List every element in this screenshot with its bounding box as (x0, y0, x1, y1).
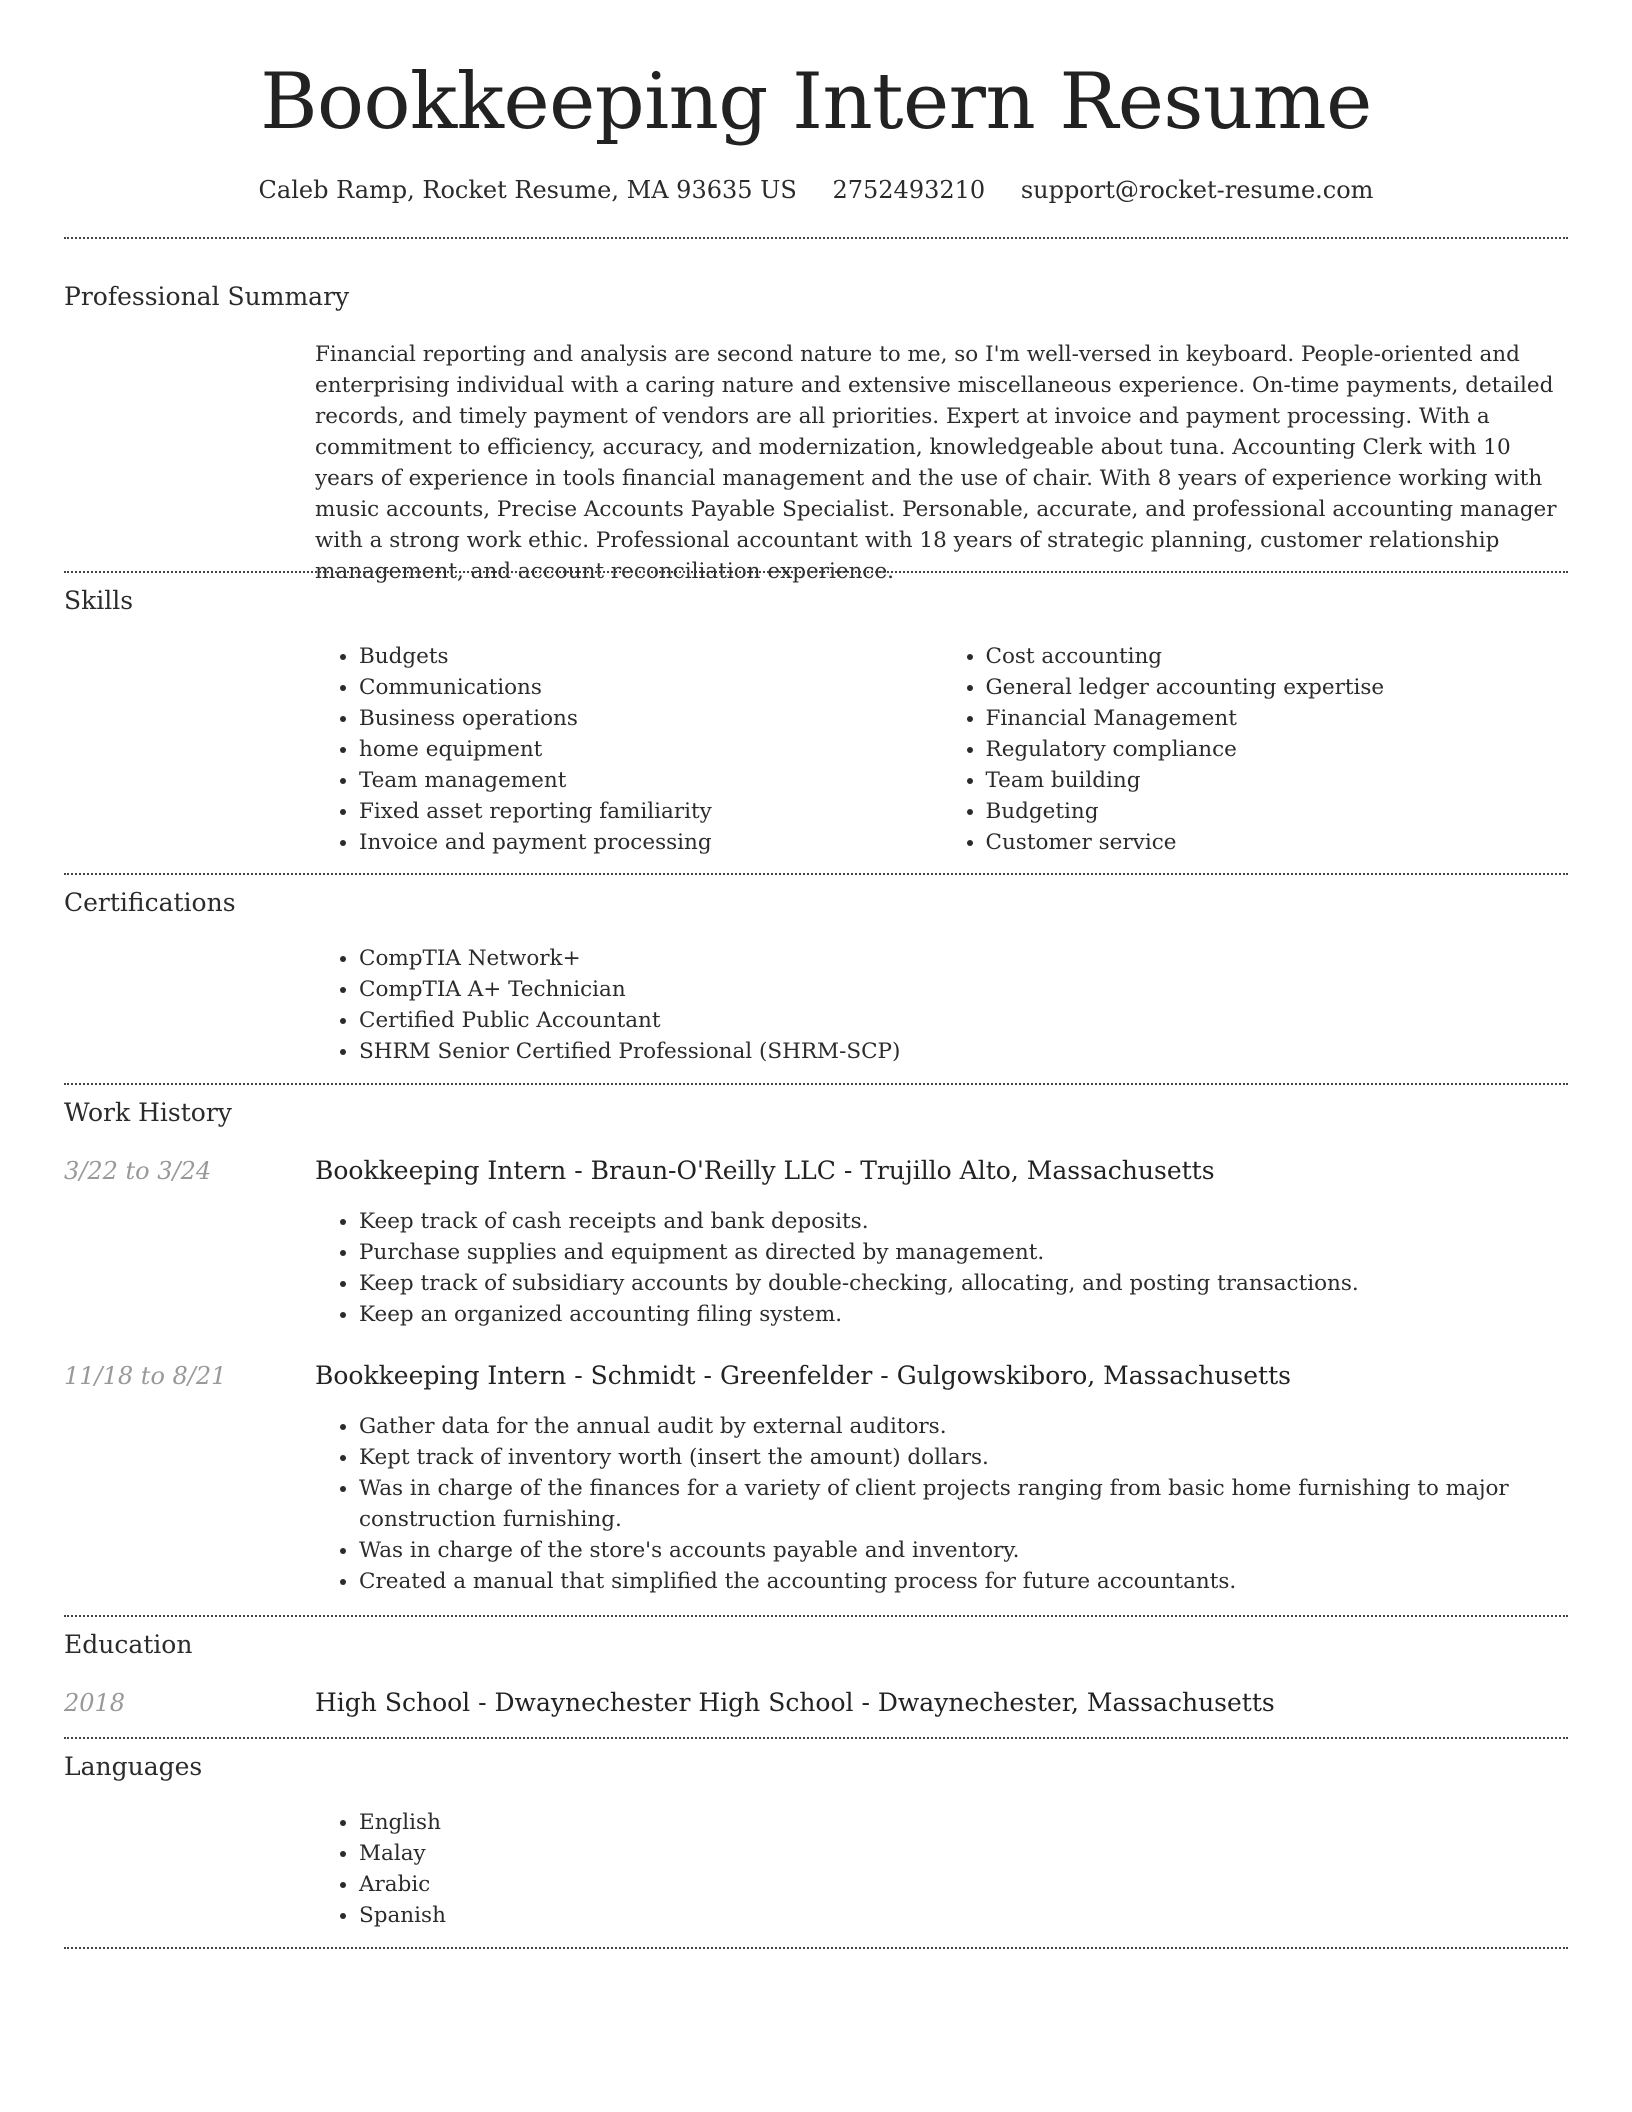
list-item: • CompTIA Network+ (359, 943, 1568, 974)
section-heading-skills: Skills (64, 586, 134, 615)
list-item: • Customer service (986, 827, 1569, 858)
divider (64, 1737, 1568, 1739)
section-heading-summary: Professional Summary (64, 282, 350, 311)
list-item: • Spanish (359, 1900, 1568, 1931)
languages-list (315, 1807, 1568, 1931)
certifications-list (315, 943, 1568, 1067)
contact-phone: 2752493210 (832, 176, 986, 204)
list-item: • CompTIA A+ Technician (359, 974, 1568, 1005)
job-duties (315, 1206, 1568, 1330)
list-item: • Financial Management (986, 703, 1569, 734)
divider (64, 1083, 1568, 1085)
list-item: • General ledger accounting expertise (986, 672, 1569, 703)
list-item: • Keep track of cash receipts and bank deposits. (359, 1206, 1568, 1237)
list-item: • Was in charge of the store's accounts payable and inventory. (359, 1535, 1568, 1566)
list-item: • Certified Public Accountant (359, 1005, 1568, 1036)
list-item: • Keep an organized accounting filing system. (359, 1299, 1568, 1330)
divider (64, 1615, 1568, 1617)
contact-email[interactable]: support@rocket-resume.com (1020, 176, 1374, 204)
education-year: 2018 (64, 1689, 126, 1717)
list-item: • Budgets (359, 641, 942, 672)
list-item: • SHRM Senior Certified Professional (SHRM-SCP) (359, 1036, 1568, 1067)
resume-title: Bookkeeping Intern Resume (260, 57, 1372, 147)
section-heading-languages: Languages (64, 1752, 203, 1781)
list-item: • Budgeting (986, 796, 1569, 827)
summary-text: Financial reporting and analysis are second nature to me, so I'm well-versed in keyboard. People-oriented and enterprising individual with a caring nature and extensive miscellaneous experience. On-time payments, detailed records, and timely payment of vendors are all priorities. Expert at invoice and payment processing. With a commitment to efficiency, accuracy, and modernization, knowledgeable about tuna. Accounting Clerk with 10 years of experience in tools financial management and the use of chair. With 8 years of experience working with music accounts, Precise Accounts Payable Specialist. Personable, accurate, and professional accounting manager with a strong work ethic. Professional accountant with 18 years of strategic planning, customer relationship management, and account reconciliation experience. (315, 342, 1557, 584)
divider (64, 571, 1568, 573)
skills-list (315, 641, 1568, 858)
summary-block (315, 339, 1568, 587)
section-heading-certifications: Certifications (64, 888, 236, 917)
job-title: Bookkeeping Intern - Schmidt - Greenfelder - Gulgowskiboro, Massachusetts (315, 1361, 1291, 1390)
divider (64, 237, 1568, 239)
section-heading-education: Education (64, 1630, 193, 1659)
divider (64, 1947, 1568, 1949)
list-item: • Team building (986, 765, 1569, 796)
list-item: • English (359, 1807, 1568, 1838)
list-item: • Keep track of subsidiary accounts by double-checking, allocating, and posting transactions. (359, 1268, 1568, 1299)
list-item: • Was in charge of the finances for a variety of client projects ranging from basic home furnishing to major construction furnishing. (359, 1473, 1568, 1535)
skills-column-right (942, 641, 1569, 858)
list-item: • Regulatory compliance (986, 734, 1569, 765)
list-item: • Invoice and payment processing (359, 827, 942, 858)
list-item: • Team management (359, 765, 942, 796)
contact-address: Caleb Ramp, Rocket Resume, MA 93635 US (258, 176, 797, 204)
list-item: • Arabic (359, 1869, 1568, 1900)
job-dates: 3/22 to 3/24 (64, 1157, 212, 1185)
list-item: • Cost accounting (986, 641, 1569, 672)
list-item: • Gather data for the annual audit by external auditors. (359, 1411, 1568, 1442)
contact-line (64, 170, 1568, 210)
section-heading-work-history: Work History (64, 1098, 232, 1127)
list-item: • Created a manual that simplified the accounting process for future accountants. (359, 1566, 1568, 1597)
job-title: Bookkeeping Intern - Braun-O'Reilly LLC - Trujillo Alto, Massachusetts (315, 1156, 1215, 1185)
list-item: • home equipment (359, 734, 942, 765)
list-item: • Malay (359, 1838, 1568, 1869)
skills-column-left (315, 641, 942, 858)
list-item: • Business operations (359, 703, 942, 734)
list-item: • Fixed asset reporting familiarity (359, 796, 942, 827)
divider (64, 873, 1568, 875)
list-item: • Purchase supplies and equipment as directed by management. (359, 1237, 1568, 1268)
job-duties (315, 1411, 1568, 1597)
education-detail: High School - Dwaynechester High School - Dwaynechester, Massachusetts (315, 1688, 1275, 1717)
job-dates: 11/18 to 8/21 (64, 1362, 227, 1390)
list-item: • Communications (359, 672, 942, 703)
list-item: • Kept track of inventory worth (insert the amount) dollars. (359, 1442, 1568, 1473)
